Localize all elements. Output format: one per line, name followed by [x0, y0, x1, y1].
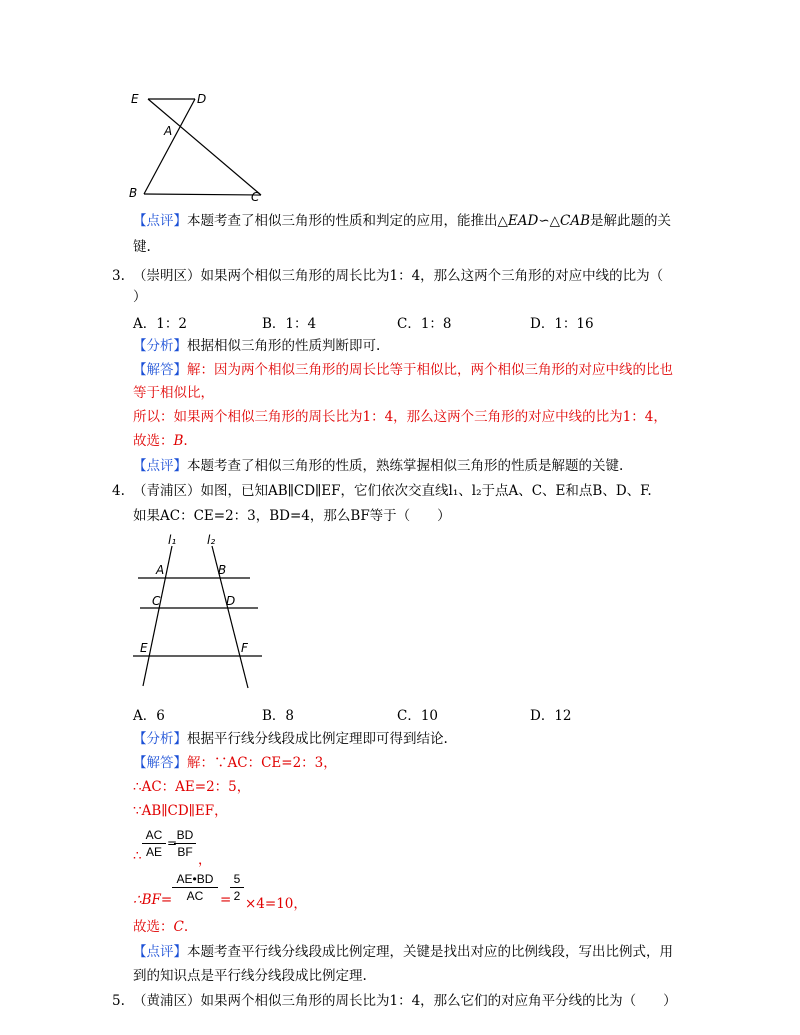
q3-stem-cont: ）: [133, 289, 147, 305]
fraction-ac-ae: AC AE: [142, 828, 166, 859]
q4-option-a: A．6: [133, 708, 165, 724]
q4-option-c: C．10: [397, 708, 439, 724]
q3-answer-line4: 故选：B.: [133, 433, 188, 449]
q3-option-d: D．1：16: [530, 316, 594, 332]
label-b: B: [129, 186, 138, 200]
q4-stem-cont: 如果AC：CE=2：3，BD=4，那么BF等于（ ）: [133, 508, 451, 524]
label-a: A: [164, 124, 173, 138]
q3-analysis: 【分析】根据相似三角形的性质判断即可.: [133, 338, 381, 354]
therefore-comma: ，: [198, 852, 212, 868]
label-c: C: [251, 190, 260, 204]
q3-answer: 【解答】解：因为两个相似三角形的周长比等于相似比，两个相似三角形的对应中线的比也: [133, 362, 673, 378]
bf-result: ×4=10，: [245, 896, 307, 912]
fraction-bd-bf: BD BF: [174, 828, 196, 859]
q5-number: 5.: [112, 993, 125, 1009]
label-d: D: [197, 92, 207, 106]
q4-answer-line2: ∴AC：AE=2：5，: [133, 779, 251, 795]
q4-review: 【点评】本题考查平行线分线段成比例定理，关键是找出对应的比例线段，写出比例式，用: [133, 944, 673, 960]
therefore-symbol: ∴: [133, 848, 142, 864]
q3-answer-line2: 等于相似比，: [133, 385, 214, 401]
fraction-ae-bd-ac: AE•BD AC: [172, 872, 218, 903]
q3-stem: （崇明区）如果两个相似三角形的周长比为1：4，那么这两个三角形的对应中线的比为（: [133, 268, 664, 284]
q2-review-cont: 键.: [133, 239, 151, 255]
q4-option-d: D．12: [530, 708, 572, 724]
q4-number: 4.: [112, 483, 125, 499]
equals-sign-2: =: [220, 892, 232, 908]
q3-number: 3.: [112, 268, 125, 284]
label-c: C: [152, 594, 161, 608]
triangle-figure: [120, 85, 280, 205]
q3-answer-line3: 所以：如果两个相似三角形的周长比为1：4，那么这两个三角形的对应中线的比为1：4，: [133, 409, 667, 425]
parallel-lines-figure: [128, 530, 268, 692]
bf-prefix: ∴BF=: [133, 892, 173, 908]
q4-answer-line3: ∵AB∥CD∥EF，: [133, 803, 228, 819]
q3-review: 【点评】本题考查了相似三角形的性质，熟练掌握相似三角形的性质是解题的关键.: [133, 458, 624, 474]
q3-option-b: B．1：4: [262, 316, 317, 332]
q4-review-cont: 到的知识点是平行线分线段成比例定理.: [133, 968, 367, 984]
q5-stem: （黄浦区）如果两个相似三角形的周长比为1：4，那么它们的对应角平分线的比为（ ）: [133, 993, 677, 1009]
q4-option-b: B．8: [262, 708, 295, 724]
label-a: A: [156, 563, 165, 577]
label-f: F: [241, 641, 248, 655]
label-b: B: [218, 563, 227, 577]
label-l2: l₂: [207, 533, 216, 547]
q3-option-c: C．1：8: [397, 316, 452, 332]
label-e: E: [140, 641, 148, 655]
q4-choice: 故选：C.: [133, 919, 189, 935]
q2-review: 【点评】本题考查了相似三角形的性质和判定的应用，能推出△EAD∽△CAB是解此题的关: [133, 213, 672, 229]
label-e: E: [131, 92, 139, 106]
label-d: D: [226, 594, 236, 608]
q4-answer: 【解答】解：∵AC：CE=2：3，: [133, 755, 337, 771]
q4-analysis: 【分析】根据平行线分线段成比例定理即可得到结论.: [133, 731, 448, 747]
review-tag: 【点评】: [133, 213, 187, 229]
label-l1: l₁: [168, 533, 177, 547]
q3-option-a: A．1：2: [133, 316, 187, 332]
fraction-5-2: 5 2: [230, 872, 244, 903]
q4-stem: （青浦区）如图，已知AB∥CD∥EF，它们依次交直线l₁、l₂于点A、C、E和点B、D、F.: [133, 483, 652, 499]
equals-sign: =: [167, 836, 178, 850]
